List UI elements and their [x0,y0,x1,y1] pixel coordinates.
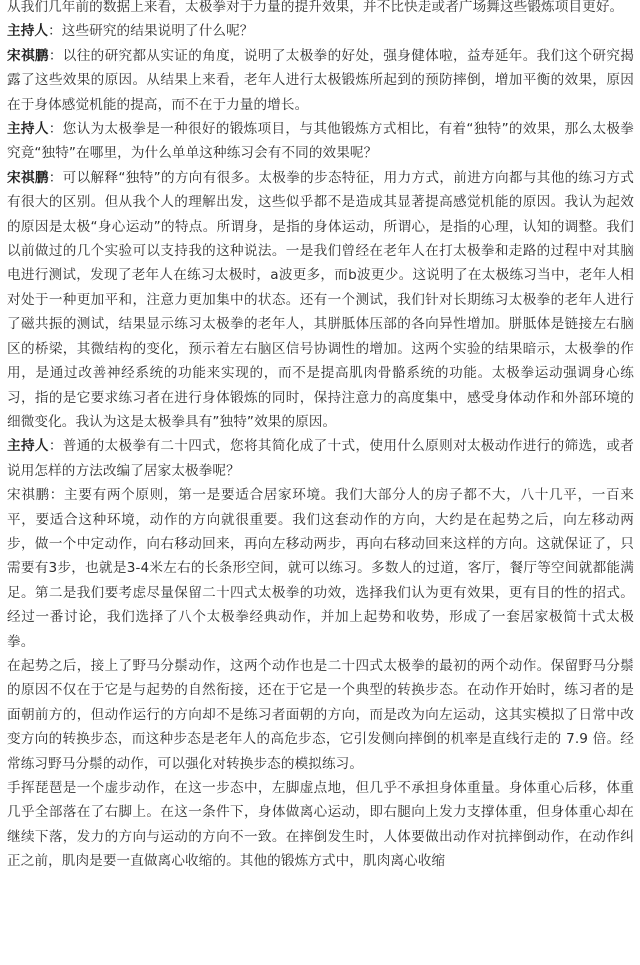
paragraph-guest-answer-2 [7,166,634,434]
paragraph-text: 宋祺鹏：主要有两个原则，第一是要适合居家环境。我们大部分人的房子都不大，八十几平，一百来平，要适合这种环境，动作的方向就很重要。我们这套动作的方向，大约是在起势之后，向左移动两步，做一个中定动作，向右移动回来，再向左移动两步，再向右移动回来这样的方向。这就保证了，只需要有3步，也就是3-4米左右的长条形空间，就可以练习。多数人的过道，客厅，餐厅等空间就都能满足。第二是我们要考虑尽量保留二十四式太极拳的功效，选择我们认为更有效果，更有目的性的招式。经过一番讨论，我们选择了八个太极拳经典动作，并加上起势和收势，形成了一套居家极简十式太极拳。 [7,487,634,650]
paragraph-intro [7,0,634,19]
paragraph-guest-answer-3 [7,483,634,654]
paragraph-text: ：您认为太极拳是一种很好的锻炼项目，与其他锻炼方式相比，有着“独特”的效果，那么太极拳究竟“独特”在哪里，为什么单单这种练习会有不同的效果呢？ [7,121,634,162]
paragraph-text: 在起势之后，接上了野马分鬃动作，这两个动作也是二十四式太极拳的最初的两个动作。保留野马分鬃的原因不仅在于它是与起势的自然衔接，还在于它是一个典型的转换步态。在动作开始时，练习者的是面朝前方的，但动作运行的方向却不是练习者面朝的方向，而是改为向左运动，这其实模拟了日常中改变方向的转换步态，而这种步态是老年人的高危步态，它引发侧向摔倒的机率是直线行走的 7.9 倍。经常练习野马分鬃的动作，可以强化对转换步态的模拟练习。 [7,657,634,772]
speaker-host: 主持人 [7,438,49,455]
paragraph-lute [7,776,634,874]
paragraph-text: 手挥琵琶是一个虚步动作，在这一步态中，左脚虚点地，但几乎不承担身体重量。身体重心后移，体重几乎全部落在了右脚上。在这一条件下，身体做离心运动，即右腿向上发力支撑体重，但身体重心却在继续下落，发力的方向与运动的方向不一致。在摔倒发生时，人体要做出动作对抗摔倒动作，在动作纠正之前，肌肉是要一直做离心收缩的。其他的锻炼方式中，肌肉离心收缩 [7,780,634,870]
paragraph-host-question-2 [7,117,634,166]
speaker-host: 主持人 [7,23,49,40]
paragraph-guest-answer-1 [7,44,634,117]
speaker-guest: 宋祺鹏 [7,169,49,186]
paragraph-text: ：以往的研究都从实证的角度，说明了太极拳的好处，强身健体啦，益寿延年。我们这个研究揭露了这些效果的原因。从结果上来看，老年人进行太极锻炼所起到的预防摔倒，增加平衡的效果，原因在于身体感觉机能的提高，而不在于力量的增长。 [7,47,634,113]
paragraph-text: 从我们几年前的数据上来看，太极拳对于力量的提升效果，并不比快走或者广场舞这些锻炼项目更好。 [7,0,624,15]
paragraph-text: ：普通的太极拳有二十四式，您将其简化成了十式，使用什么原则对太极动作进行的筛选，或者说用怎样的方法改编了居家太极拳呢？ [7,438,634,479]
paragraph-text: ：可以解释“独特”的方向有很多。太极拳的步态特征，用力方式，前进方向都与其他的练习方式有很大的区别。但从我个人的理解出发，这些似乎都不是造成其显著提高感觉机能的原因。我认为起效的原因是太极“身心运动”的特点。所谓身，是指的身体运动，所谓心，是指的心理，认知的调整。我们以前做过的几个实验可以支持我的这种说法。一是我们曾经在老年人在打太极拳和走路的过程中对其脑电进行测试，发现了老年人在练习太极时，a波更多，而b波更少。这说明了在太极练习当中，老年人相对处于一种更加平和，注意力更加集中的状态。还有一个测试，我们针对长期练习太极拳的老年人进行了磁共振的测试，结果显示练习太极拳的老年人，其胼胝体压部的各向异性增加。胼胝体是链接左右脑区的桥梁，其微结构的变化，预示着左右脑区信号协调性的增加。这两个实验的结果暗示，太极拳的作用，是通过改善神经系统的功能来实现的，而不是提高肌肉骨骼系统的功能。太极拳运动强调身心练习，指的是它要求练习者在进行身体锻炼的同时，保持注意力的高度集中，感受身体动作和外部环境的细微变化。我认为这是太极拳具有”独特”效果的原因。 [7,169,634,430]
paragraph-text: ：这些研究的结果说明了什么呢？ [48,23,254,40]
speaker-guest: 宋祺鹏 [7,47,49,64]
paragraph-host-question-1 [7,19,634,43]
speaker-host: 主持人 [7,121,49,138]
paragraph-wild-horse [7,654,634,776]
paragraph-host-question-3 [7,434,634,483]
